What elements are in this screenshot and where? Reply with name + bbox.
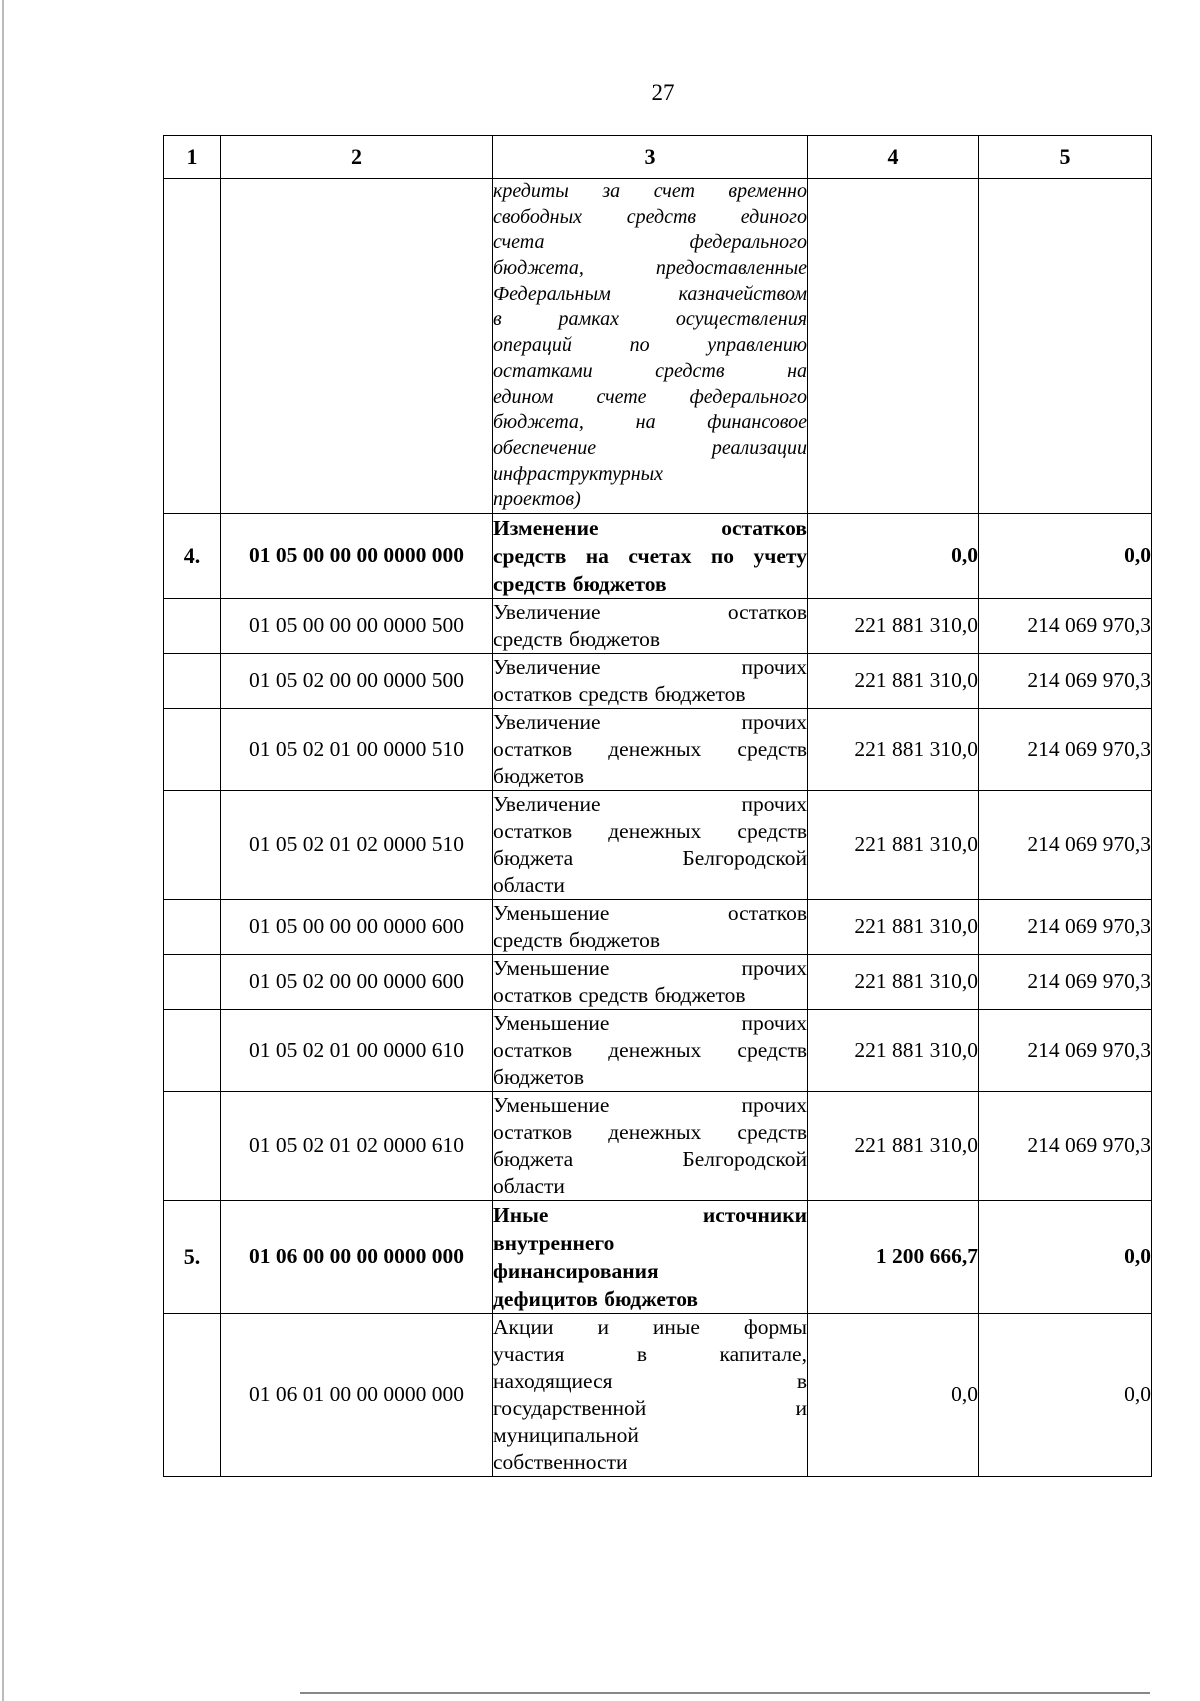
description-word: рамках (558, 308, 620, 331)
description-line (493, 1368, 807, 1395)
description-word: прочих (741, 709, 807, 734)
source-description (493, 513, 808, 598)
description-word: за (602, 180, 621, 202)
description-word: бюджетов (569, 626, 661, 651)
scan-margin-line (2, 0, 4, 1701)
amount-col-5: 214 069 970,3 (979, 790, 1152, 899)
table-row (164, 598, 1152, 653)
budget-code: 01 05 00 00 00 0000 000 (221, 513, 493, 598)
description-word: прочих (741, 1092, 807, 1117)
description-word: остатков (493, 818, 573, 843)
amount-col-5: 0,0 (979, 513, 1152, 598)
description-word: счетах (628, 543, 692, 568)
description-word: и (597, 1314, 609, 1339)
description-line (493, 955, 807, 982)
description-line (493, 1229, 807, 1257)
description-word: временно (728, 180, 807, 202)
table-row (164, 1200, 1152, 1313)
amount-col-5: 0,0 (979, 1200, 1152, 1313)
budget-sources-table (163, 135, 1152, 1477)
amount-col-5: 0,0 (979, 1313, 1152, 1476)
description-word: Уменьшение (493, 1010, 610, 1035)
description-word: на (787, 359, 807, 382)
source-description (493, 598, 808, 653)
amount-col-5: 214 069 970,3 (979, 1009, 1152, 1091)
description-word: Увеличение (493, 709, 601, 734)
description-word: в (796, 1368, 807, 1393)
description-word: бюджетов (604, 1286, 699, 1311)
description-line (493, 626, 807, 653)
budget-code: 01 05 02 00 00 0000 500 (221, 653, 493, 708)
description-word: обеспечение (493, 436, 597, 459)
description-line (493, 436, 807, 462)
description-word: средств (578, 982, 649, 1007)
description-word: Уменьшение (493, 955, 610, 980)
description-line (493, 1119, 807, 1146)
description-line (493, 1010, 807, 1037)
row-number (164, 1009, 221, 1091)
description-word: остатков (727, 900, 807, 925)
table-row (164, 179, 1152, 514)
description-word: остатков (493, 1119, 573, 1144)
table-header-row (164, 136, 1152, 179)
description-word: денежных (608, 736, 702, 761)
description-word: федерального (689, 385, 807, 408)
row-number: 5. (164, 1200, 221, 1313)
description-line (493, 282, 807, 308)
amount-col-4: 221 881 310,0 (808, 954, 979, 1009)
description-line (493, 818, 807, 845)
description-word: счет (653, 180, 695, 202)
description-line (493, 927, 807, 954)
budget-code: 01 05 02 00 00 0000 600 (221, 954, 493, 1009)
description-word: единого (740, 205, 807, 228)
description-word: проектов) (493, 488, 581, 511)
amount-col-4: 1 200 666,7 (808, 1200, 979, 1313)
description-word: Увеличение (493, 599, 601, 624)
budget-code: 01 06 01 00 00 0000 000 (221, 1313, 493, 1476)
header-col-2: 2 (221, 136, 493, 179)
description-word: финансовое (707, 411, 807, 434)
budget-code: 01 05 02 01 00 0000 510 (221, 708, 493, 790)
description-line (493, 570, 807, 598)
description-word: Федеральным (493, 282, 611, 305)
description-word: средств (737, 818, 807, 843)
description-word: собственности (493, 1449, 628, 1474)
description-word: бюджета, (493, 257, 584, 280)
description-word: средств (493, 543, 567, 568)
description-line (493, 1064, 807, 1091)
description-word: прочих (741, 1010, 807, 1035)
description-line (493, 385, 807, 411)
description-word: государственной (493, 1395, 647, 1420)
description-word: в (493, 308, 502, 331)
amount-col-5 (979, 179, 1152, 514)
table-row (164, 1313, 1152, 1476)
source-description (493, 1200, 808, 1313)
description-word: источники (702, 1202, 807, 1227)
row-number (164, 954, 221, 1009)
description-word: капитале, (719, 1341, 807, 1366)
amount-col-4: 221 881 310,0 (808, 790, 979, 899)
description-line (493, 1146, 807, 1173)
budget-code: 01 05 02 01 00 0000 610 (221, 1009, 493, 1091)
description-word: финансирования (493, 1258, 659, 1283)
description-line (493, 763, 807, 790)
description-word: федерального (689, 231, 807, 254)
description-word: операций (493, 334, 572, 357)
source-description (493, 899, 808, 954)
description-line (493, 487, 807, 513)
description-word: счета (493, 231, 545, 254)
description-line (493, 514, 807, 542)
description-line (493, 599, 807, 626)
description-word: бюджета, (493, 411, 584, 434)
amount-col-5: 214 069 970,3 (979, 708, 1152, 790)
description-line (493, 982, 807, 1009)
description-word: прочих (741, 654, 807, 679)
amount-col-5: 214 069 970,3 (979, 899, 1152, 954)
description-word: едином (493, 385, 554, 408)
description-line (493, 230, 807, 256)
description-word: Белгородской (682, 845, 807, 870)
description-word: инфраструктурных (493, 462, 664, 485)
description-line (493, 736, 807, 763)
table-row (164, 513, 1152, 598)
amount-col-4: 221 881 310,0 (808, 899, 979, 954)
row-number (164, 1091, 221, 1200)
source-description (493, 1091, 808, 1200)
description-line (493, 791, 807, 818)
description-line (493, 1341, 807, 1368)
table-row (164, 1091, 1152, 1200)
source-description (493, 1313, 808, 1476)
description-word: средств (626, 205, 697, 228)
description-word: средств (493, 571, 567, 596)
description-word: бюджетов (654, 681, 746, 706)
description-line (493, 1257, 807, 1285)
amount-col-4 (808, 179, 979, 514)
description-line (493, 654, 807, 681)
description-word: участия (493, 1341, 565, 1366)
budget-code: 01 05 02 01 02 0000 610 (221, 1091, 493, 1200)
description-line (493, 410, 807, 436)
description-word: счете (596, 385, 647, 408)
description-word: находящиеся (493, 1368, 613, 1393)
description-word: Уменьшение (493, 1092, 610, 1117)
description-word: средств (737, 1119, 807, 1144)
budget-code: 01 05 02 01 02 0000 510 (221, 790, 493, 899)
table-row (164, 790, 1152, 899)
amount-col-5: 214 069 970,3 (979, 1091, 1152, 1200)
description-word: по (710, 543, 735, 568)
amount-col-4: 221 881 310,0 (808, 1009, 979, 1091)
description-word: области (493, 1173, 565, 1198)
table-row (164, 708, 1152, 790)
description-word: управлению (707, 334, 807, 357)
description-word: осуществления (675, 308, 807, 331)
description-line (493, 1037, 807, 1064)
description-line (493, 333, 807, 359)
description-line (493, 900, 807, 927)
row-number (164, 708, 221, 790)
header-col-3: 3 (493, 136, 808, 179)
description-word: учету (753, 543, 807, 568)
description-word: средств (578, 681, 649, 706)
description-word: Изменение (493, 515, 599, 540)
description-word: остатков (727, 599, 807, 624)
description-word: дефицитов (493, 1286, 598, 1311)
description-word: внутреннего (493, 1230, 615, 1255)
description-word: денежных (608, 1119, 702, 1144)
description-line (493, 1422, 807, 1449)
description-word: предоставленные (655, 257, 807, 280)
description-word: бюджета (493, 1146, 574, 1171)
description-word: денежных (608, 818, 702, 843)
amount-col-5: 214 069 970,3 (979, 598, 1152, 653)
header-col-1: 1 (164, 136, 221, 179)
description-word: остатков (493, 982, 573, 1007)
description-word: остатков (493, 1037, 573, 1062)
description-word: остатков (493, 681, 573, 706)
row-number (164, 899, 221, 954)
description-word: иные (652, 1314, 700, 1339)
description-word: прочих (741, 955, 807, 980)
description-line (493, 1092, 807, 1119)
amount-col-4: 0,0 (808, 1313, 979, 1476)
header-col-5: 5 (979, 136, 1152, 179)
description-word: по (629, 334, 650, 357)
description-word: и (795, 1395, 807, 1420)
description-word: Акции (493, 1314, 554, 1339)
amount-col-4: 0,0 (808, 513, 979, 598)
amount-col-4: 221 881 310,0 (808, 598, 979, 653)
description-line (493, 1173, 807, 1200)
row-number (164, 598, 221, 653)
description-word: бюджетов (654, 982, 746, 1007)
source-description (493, 708, 808, 790)
scan-bottom-line (300, 1692, 1150, 1694)
description-word: средств (655, 359, 725, 382)
description-word: Увеличение (493, 654, 601, 679)
row-number (164, 790, 221, 899)
row-number: 4. (164, 513, 221, 598)
description-word: Уменьшение (493, 900, 610, 925)
description-word: муниципальной (493, 1422, 639, 1447)
description-line (493, 709, 807, 736)
description-word: бюджетов (493, 763, 584, 788)
amount-col-4: 221 881 310,0 (808, 1091, 979, 1200)
description-word: прочих (741, 791, 807, 816)
amount-col-5: 214 069 970,3 (979, 954, 1152, 1009)
description-word: кредиты (493, 180, 569, 202)
budget-code: 01 05 00 00 00 0000 500 (221, 598, 493, 653)
budget-code: 01 06 00 00 00 0000 000 (221, 1200, 493, 1313)
description-word: бюджетов (572, 571, 667, 596)
description-line (493, 256, 807, 282)
description-line (493, 681, 807, 708)
description-word: средств (737, 736, 807, 761)
description-word: свободных (493, 205, 583, 228)
budget-code: 01 05 00 00 00 0000 600 (221, 899, 493, 954)
description-line (493, 542, 807, 570)
description-word: Иные (493, 1202, 549, 1227)
description-word: остатками (493, 359, 593, 382)
row-number (164, 179, 221, 514)
description-word: на (635, 411, 656, 434)
row-number (164, 653, 221, 708)
description-word: средств (737, 1037, 807, 1062)
source-description (493, 1009, 808, 1091)
description-word: на (585, 543, 609, 568)
description-word: реализации (711, 436, 807, 459)
source-description (493, 954, 808, 1009)
description-word: казначейством (678, 282, 807, 305)
description-word: Белгородской (682, 1146, 807, 1171)
amount-col-4: 221 881 310,0 (808, 653, 979, 708)
table-row (164, 1009, 1152, 1091)
amount-col-4: 221 881 310,0 (808, 708, 979, 790)
description-word: средств (493, 626, 563, 651)
description-word: средств (493, 927, 563, 952)
table-row (164, 653, 1152, 708)
description-word: бюджета (493, 845, 574, 870)
budget-code (221, 179, 493, 514)
table-row (164, 954, 1152, 1009)
description-line (493, 179, 807, 205)
description-line (493, 845, 807, 872)
source-description (493, 790, 808, 899)
description-line (493, 1285, 807, 1313)
description-word: остатков (493, 736, 573, 761)
source-description (493, 653, 808, 708)
description-line (493, 1395, 807, 1422)
description-line (493, 1449, 807, 1476)
source-description (493, 179, 808, 514)
description-word: в (636, 1341, 648, 1366)
row-number (164, 1313, 221, 1476)
description-word: денежных (608, 1037, 702, 1062)
table-row (164, 899, 1152, 954)
description-word: формы (743, 1314, 807, 1339)
header-col-4: 4 (808, 136, 979, 179)
page-number: 27 (651, 80, 675, 105)
description-line (493, 1201, 807, 1229)
description-line (493, 307, 807, 333)
amount-col-5: 214 069 970,3 (979, 653, 1152, 708)
description-word: области (493, 872, 565, 897)
description-word: бюджетов (493, 1064, 584, 1089)
description-line (493, 1314, 807, 1341)
description-line (493, 359, 807, 385)
description-line (493, 872, 807, 899)
description-line (493, 205, 807, 231)
description-word: Увеличение (493, 791, 601, 816)
description-word: бюджетов (569, 927, 661, 952)
description-word: остатков (721, 515, 807, 540)
description-line (493, 462, 807, 488)
